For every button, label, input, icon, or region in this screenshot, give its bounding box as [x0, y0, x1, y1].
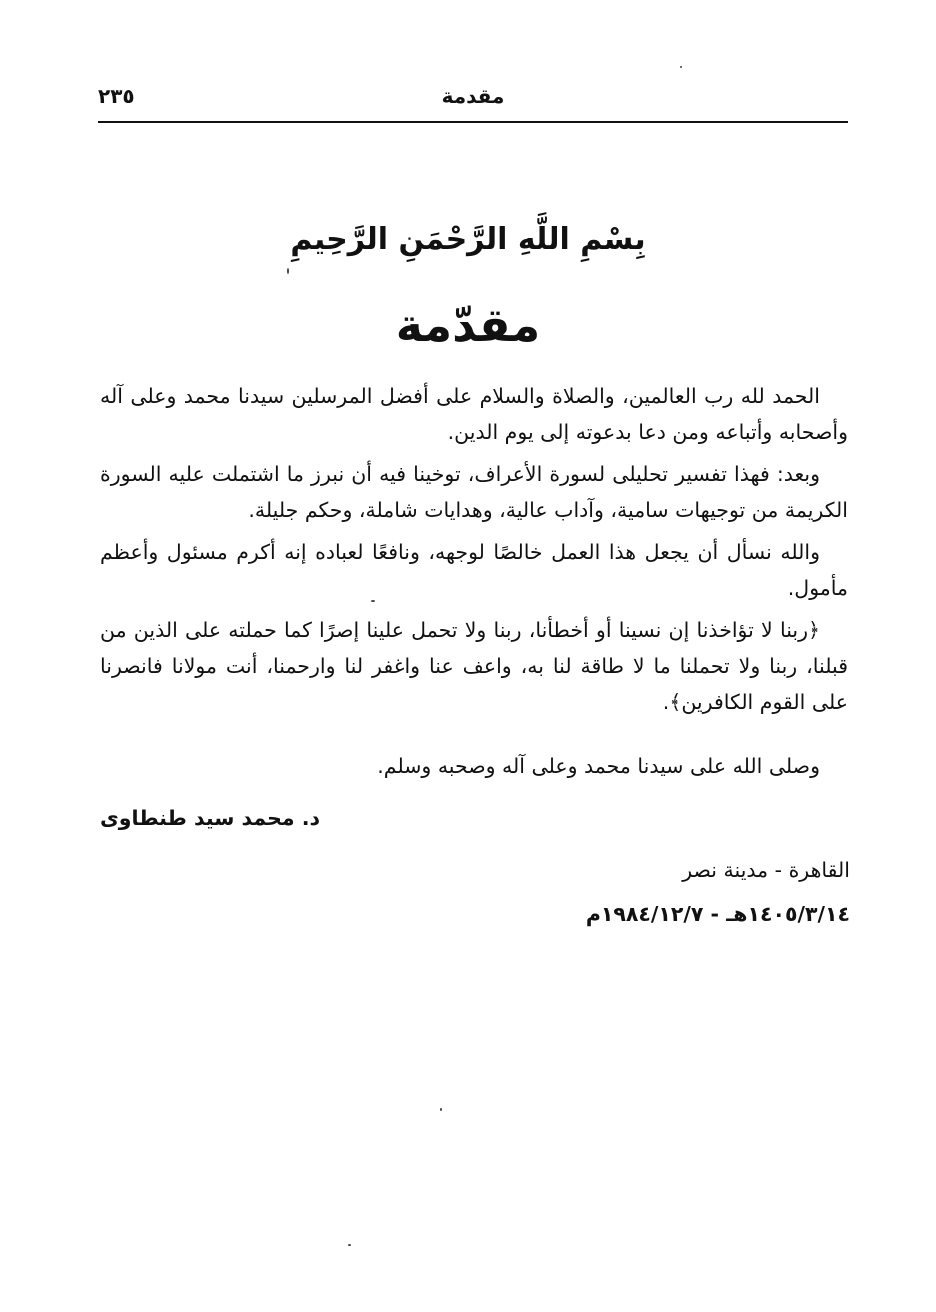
- scan-speck: [348, 1244, 351, 1246]
- scan-speck: [680, 66, 682, 68]
- paragraph-quran-verse: ﴿ربنا لا تؤاخذنا إن نسينا أو أخطأنا، ربنا ولا تحمل علينا إصرًا كما حملته على الذين من قبلنا، ربنا ولا تحملنا ما لا طاقة لنا به، واعف عنا واغفر لنا وارحمنا، أنت مولانا فانصرنا على القوم الكافرين﴾.: [100, 618, 848, 714]
- place-line: القاهرة - مدينة نصر: [682, 858, 850, 882]
- scan-speck: [287, 268, 289, 274]
- page-number: ٢٣٥: [98, 84, 135, 108]
- scan-speck: [440, 1108, 442, 1111]
- page-title: مقدّمة: [395, 298, 541, 352]
- running-title: مقدمة: [441, 84, 505, 108]
- header-rule: [98, 121, 848, 123]
- basmala: بِسْمِ اللَّهِ الرَّحْمَنِ الرَّحِيمِ: [290, 222, 646, 257]
- paragraph-praise: الحمد لله رب العالمين، والصلاة والسلام على أفضل المرسلين سيدنا محمد وعلى آله وأصحابه وأتباعه ومن دعا بدعوته إلى يوم الدين.: [100, 384, 848, 444]
- scan-speck: [371, 600, 375, 602]
- author-signature: د. محمد سيد طنطاوى: [99, 806, 320, 830]
- body-text: [100, 378, 848, 726]
- paragraph-intro: وبعد: فهذا تفسير تحليلى لسورة الأعراف، توخينا فيه أن نبرز ما اشتملت عليه السورة الكريمة من توجيهات سامية، وآداب عالية، وهدايات شاملة، وحكم جليلة.: [100, 462, 848, 522]
- page-header: [98, 84, 848, 116]
- closing-line: وصلى الله على سيدنا محمد وعلى آله وصحبه وسلم.: [377, 754, 820, 778]
- date-line: ١٤٠٥/٣/١٤هـ - ١٩٨٤/١٢/٧م: [585, 902, 850, 926]
- paragraph-prayer: والله نسأل أن يجعل هذا العمل خالصًا لوجهه، ونافعًا لعباده إنه أكرم مسئول وأعظم مأمول.: [100, 540, 848, 600]
